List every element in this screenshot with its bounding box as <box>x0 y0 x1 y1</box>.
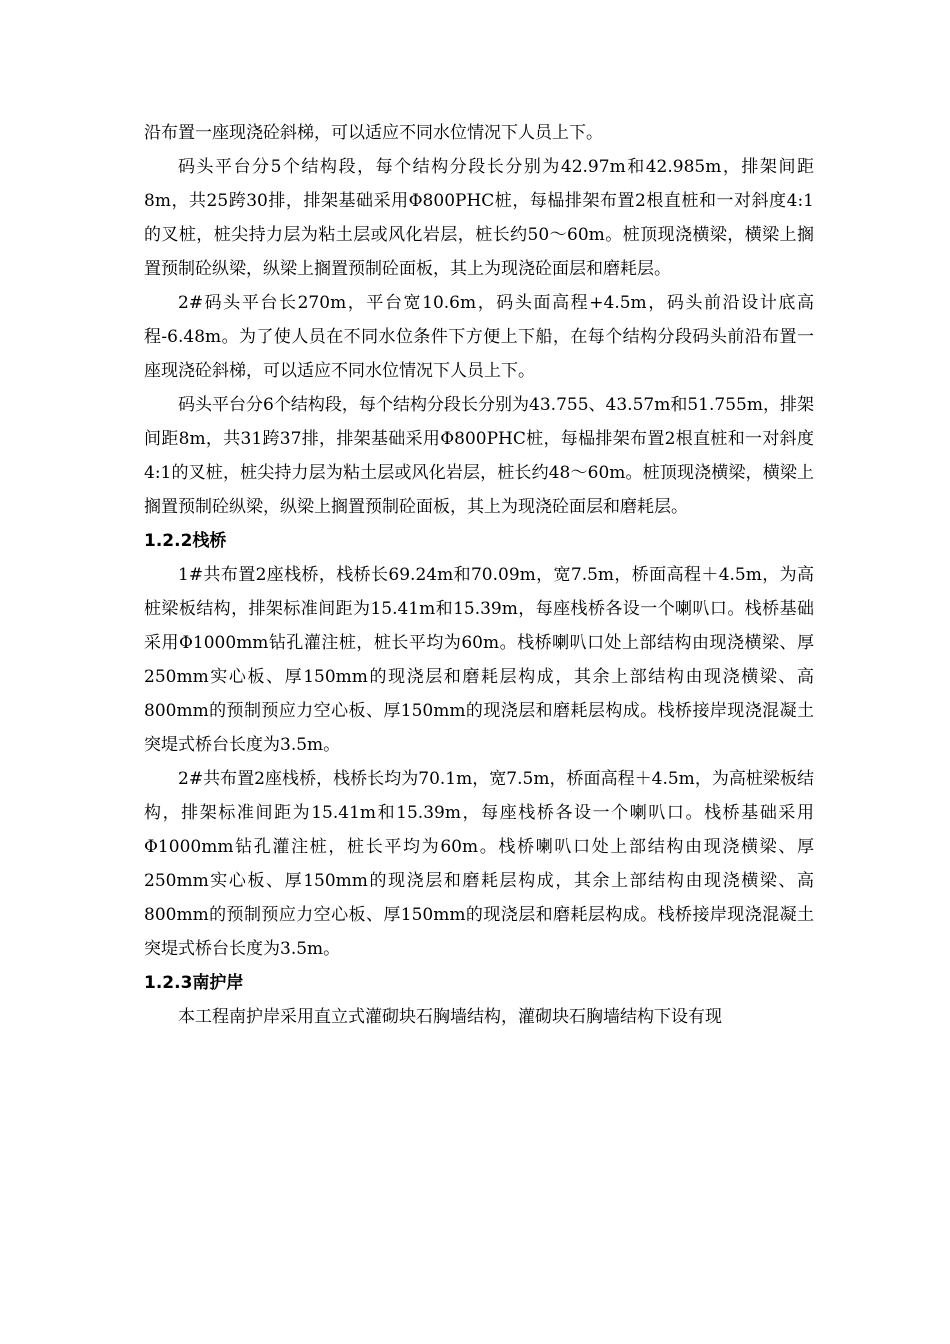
paragraph-revetment: 本工程南护岸采用直立式灌砌块石胸墙结构，灌砌块石胸墙结构下设有现 <box>178 1007 722 1027</box>
paragraph-trestle-1: 1#共布置2座栈桥，栈桥长69.24m和70.09m，宽7.5m，桥面高程＋4.5m，为高桩梁板结构，排架标准间距为15.41m和15.39m，每座栈桥各设一个喇叭口。栈桥基础采用Φ1000mm钻孔灌注桩，桩长平均为60m。栈桥喇叭口处上部结构由现浇横梁、厚250mm实心板、厚150mm的现浇层和磨耗层构成，其余上部结构由现浇横梁、高800mm的预制预应力空心板、厚150mm的现浇层和磨耗层构成。栈桥接岸现浇混凝土突堤式桥台长度为3.5m。 <box>144 565 814 755</box>
paragraph-continuation: 沿布置一座现浇砼斜梯，可以适应不同水位情况下人员上下。 <box>144 123 603 143</box>
paragraph-wharf2-platform: 2#码头平台长270m，平台宽10.6m，码头面高程+4.5m，码头前沿设计底高程-6.48m。为了使人员在不同水位条件下方便上下船，在每个结构分段码头前沿布置一座现浇砼斜梯，可以适应不同水位情况下人员上下。 <box>144 293 814 381</box>
paragraph-wharf1-segments: 码头平台分5个结构段，每个结构分段长分别为42.97m和42.985m，排架间距8m，共25跨30排，排架基础采用Φ800PHC桩，每榀排架布置2根直桩和一对斜度4:1的叉桩，桩尖持力层为粘土层或风化岩层，桩长约50～60m。桩顶现浇横梁，横梁上搁置预制砼纵梁，纵梁上搁置预制砼面板，其上为现浇砼面层和磨耗层。 <box>144 157 814 279</box>
section-heading-trestle: 1.2.2栈桥 <box>144 531 227 551</box>
paragraph-wharf2-segments: 码头平台分6个结构段，每个结构分段长分别为43.755、43.57m和51.755m，排架间距8m，共31跨37排，排架基础采用Φ800PHC桩，每榀排架布置2根直桩和一对斜度4:1的叉桩，桩尖持力层为粘土层或风化岩层，桩长约48～60m。桩顶现浇横梁，横梁上搁置预制砼纵梁，纵梁上搁置预制砼面板，其上为现浇砼面层和磨耗层。 <box>144 395 814 517</box>
paragraph-trestle-2: 2#共布置2座栈桥，栈桥长均为70.1m，宽7.5m，桥面高程＋4.5m，为高桩梁板结构，排架标准间距为15.41m和15.39m，每座栈桥各设一个喇叭口。栈桥基础采用Φ1000mm钻孔灌注桩，桩长平均为60m。栈桥喇叭口处上部结构由现浇横梁、厚250mm实心板、厚150mm的现浇层和磨耗层构成，其余上部结构由现浇横梁、高800mm的预制预应力空心板、厚150mm的现浇层和磨耗层构成。栈桥接岸现浇混凝土突堤式桥台长度为3.5m。 <box>144 769 814 959</box>
section-heading-revetment: 1.2.3南护岸 <box>144 973 244 993</box>
document-body <box>144 116 814 1034</box>
